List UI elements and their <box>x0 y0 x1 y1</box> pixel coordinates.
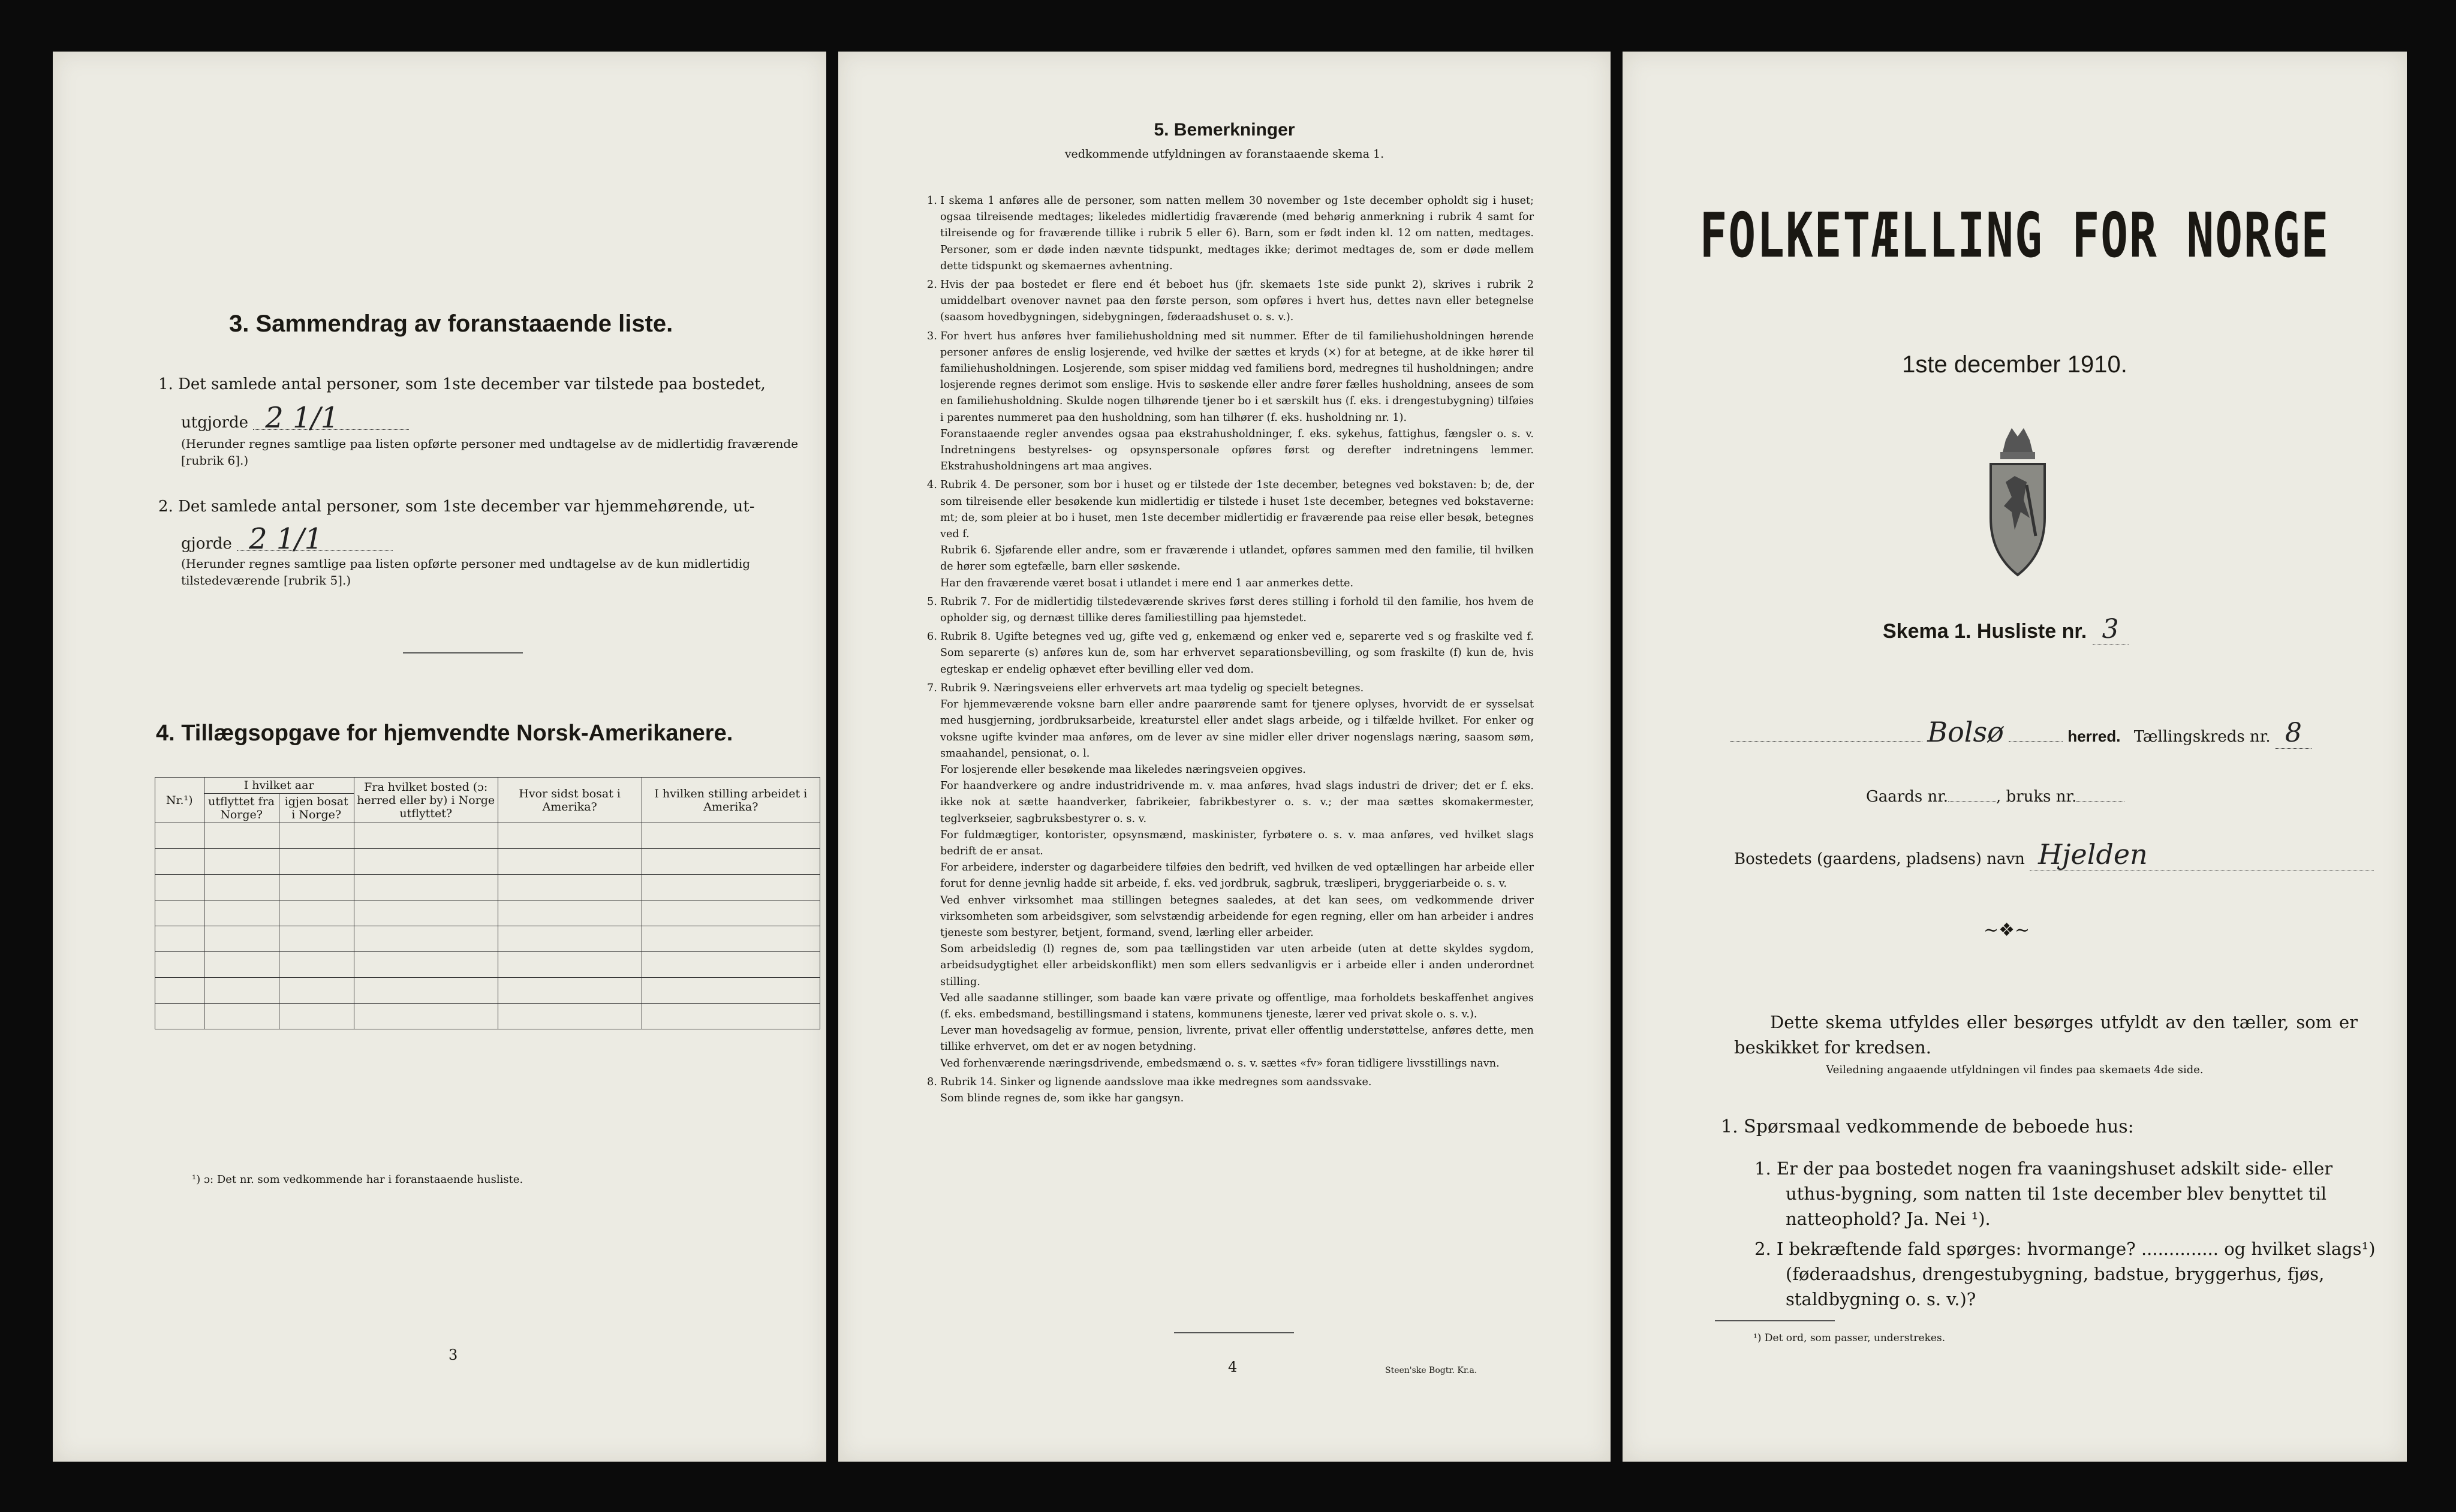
footnote: ¹) Det ord, som passer, understrekes. <box>1753 1332 1946 1344</box>
item2-label: gjorde 2 1/1 <box>181 528 393 555</box>
remarks-list <box>927 193 1534 1109</box>
page-right <box>1623 52 2407 1462</box>
remark-text: Rubrik 9. Næringsveiens eller erhvervets art maa tydelig og specielt betegnes. For hjemmeværende voksne barn eller andre paarørende samt for tjenere oplyses, hvorvidt de er sysselsat med husgjerning, jordbruksarbeide, kreaturstel eller andet slags arbeide, og i tilfælde hvilket. For enker og voksne ugifte kvinder maa anføres, om de lever av sine midler eller driver nogenslags næring, saasom søm, smaahandel, pensionat, o. l. For losjerende eller besøkende maa likeledes næringsveien opgives. For haandverkere og andre industridrivende m. v. maa anføres, hvad slags industri de driver; det er f. eks. ikke nok at sætte haandverker, fabrikeier, fabrikbestyrer o. s. v.; der maa sættes skomakermester, teglverkseier, sagbruksbestyrer o. s. v. For fuldmægtiger, kontorister, opsynsmænd, maskinister, fyrbøtere o. s. v. maa anføres, ved hvilket slags bedrift de er ansat. For arbeidere, inderster og dagarbeidere tilføies den bedrift, ved hvilken de ved optællingen har arbeide eller forut for denne jevnlig hadde sit arbeide, f. eks. ved jordbruk, sagbruk, træsliperi, bryggeriarbeide o. s. v. Ved enhver virksomhet maa stillingen betegnes saaledes, at det kan sees, om vedkommende driver virksomheten som arbeidsgiver, som selvstændig arbeidende for egen regning, eller om han arbeider i andres tjeneste som bestyrer, betjent, formand, svend, lærling eller arbeider. Som arbeidsledig (l) regnes de, som paa tællingstiden var uten arbeide (uten at dette skyldes sygdom, arbeidsudygtighet eller arbeidskonflikt) men som ellers sedvanligvis er i arbeide eller i anden underordnet stilling. Ved alle saadanne stillinger, som baade kan være private og offentlige, maa forholdets beskaffenhet angives (f. eks. embedsmand, bestillingsmand i statens, kommunens tjeneste, lærer ved privat skole o. s. v.). Lever man hovedsagelig av formue, pension, livrente, privat eller offentlig understøttelse, anføres dette, men tillike erhvervet, om det er av nogen betydning. Ved forhenværende næringsdrivende, embedsmænd o. s. v. sættes «fv» foran tidligere livsstillings navn. <box>940 682 1534 1070</box>
remark-text: For hvert hus anføres hver familiehusholdning med sit nummer. Efter de til familiehusholdningen hørende personer anføres de enslig losjerende, ved hvilke der sættes et kryds (×) for at betegne, at de ikke hører til familiehusholdningen. Losjerende, som spiser middag ved familiens bord, medregnes til husholdningen; andre losjerende regnes derimot som enslige. Hvis to søskende eller andre fører fælles husholdning, ansees de som en familiehusholdning. Skulde nogen tilhørende tjener bo i et særskilt hus (f. eks. i drengestubygning) tilføies i parentes nummeret paa den husholdning, som han tilhører (f. eks. husholdning nr. 1). Foranstaaende regler anvendes ogsaa paa ekstrahusholdninger, f. eks. sykehus, fattighus, fængsler o. s. v. Indretningens bestyrelses- og opsynspersonale opføres først og derefter indretningens lemmer. Ekstrahusholdningens art maa angives. <box>940 330 1534 473</box>
remark-item <box>927 477 1534 591</box>
divider <box>403 652 523 653</box>
gaards-line: Gaards nr. , bruks nr. <box>1866 788 2124 806</box>
item2-note: (Herunder regnes samtlige paa listen opførte personer med undtagelse av de kun midlertidig tilstedeværende [rubrik 5].) <box>181 556 751 588</box>
ornament-icon: ~❖~ <box>1984 920 2030 941</box>
remark-item <box>927 193 1534 275</box>
remark-number: 2. <box>927 279 937 291</box>
item1-note: (Herunder regnes samtlige paa listen opførte personer med undtagelse av de midlertidig fraværende [rubrik 6].) <box>181 436 799 468</box>
divider <box>1174 1332 1294 1333</box>
skema-line: Skema 1. Husliste nr. 3 <box>1883 614 2129 645</box>
bosted-value: Hjelden <box>2030 838 2374 871</box>
table-row <box>155 900 820 926</box>
remark-number: 5. <box>927 595 937 608</box>
item1-text: 1. Det samlede antal personer, som 1ste december var tilstede paa bostedet, <box>158 375 766 393</box>
coat-of-arms-icon <box>1979 428 2057 578</box>
table-row <box>155 1004 820 1029</box>
col-group-year: I hvilket aar <box>204 778 354 794</box>
remark-number: 3. <box>927 330 937 342</box>
husliste-value: 3 <box>2093 614 2129 645</box>
remark-number: 1. <box>927 195 937 207</box>
page-number: 3 <box>449 1347 458 1363</box>
item1-label: utgjorde 2 1/1 <box>181 406 409 434</box>
remark-item <box>927 1074 1534 1107</box>
remark-item <box>927 629 1534 678</box>
col-returned: igjen bosat i Norge? <box>279 794 354 823</box>
page-left <box>53 52 826 1462</box>
table-row <box>155 978 820 1004</box>
remark-number: 7. <box>927 682 937 694</box>
item2-text: 2. Det samlede antal personer, som 1ste december var hjemmehørende, ut- <box>158 498 755 516</box>
remark-item <box>927 680 1534 1072</box>
instruction-text: Dette skema utfyldes eller besørges utfyldt av den tæller, som er beskikket for kredsen. <box>1734 1012 2358 1058</box>
kreds-value: 8 <box>2276 718 2311 749</box>
remark-text: Rubrik 4. De personer, som bor i huset og er tilstede der 1ste december, betegnes ved bokstaven: b; de, der som tilreisende eller besøkende kun midlertidig er tilstede i huset 1ste december, betegnes ved bokstaverne: mt; de, som pleier at bo i huset, men 1ste december midlertidig er fraværende paa reise eller besøk, betegnes ved f. Rubrik 6. Sjøfarende eller andre, som er fraværende i utlandet, opføres sammen med den familie, til hvilken de hører som egtefælle, barn eller søskende. Har den fraværende været bosat i utlandet i mere end 1 aar anmerkes dette. <box>940 479 1534 589</box>
page-number: 4 <box>1228 1359 1238 1375</box>
herred-value: Bolsø <box>1927 716 2004 748</box>
remark-text: Rubrik 14. Sinker og lignende aandsslove maa ikke medregnes som aandssvake. Som blinde regnes de, som ikke har gangsyn. <box>940 1076 1372 1104</box>
section3-title: 3. Sammendrag av foranstaaende liste. <box>229 311 673 337</box>
col-nr: Nr.¹) <box>155 778 204 823</box>
remarks-title: 5. Bemerkninger <box>1154 120 1295 140</box>
census-date: 1ste december 1910. <box>1902 351 2127 378</box>
instruction-small: Veiledning angaaende utfyldningen vil findes paa skemaets 4de side. <box>1826 1064 2204 1076</box>
remark-text: Hvis der paa bostedet er flere end ét beboet hus (jfr. skemaets 1ste side punkt 2), skrives i rubrik 2 umiddelbart ovenover navnet paa den første person, som opføres i hvert hus, dettes navn eller betegnelse (saasom hovedbygningen, sidebygningen, føderaadshuset o. s. v.). <box>940 279 1534 324</box>
footnote: ¹) ɔ: Det nr. som vedkommende har i foranstaaende husliste. <box>192 1173 523 1186</box>
table-row <box>155 849 820 875</box>
table-row <box>155 926 820 952</box>
col-from: Fra hvilket bosted (ɔ: herred eller by) i Norge utflyttet? <box>354 778 498 823</box>
col-where: Hvor sidst bosat i Amerika? <box>498 778 642 823</box>
question-2: 2. I bekræftende fald spørges: hvormange? .............. og hvilket slags¹) (føderaadshus, drengestubygning, badstue, bryggerhus, fjøs, staldbygning o. s. v.)? <box>1754 1239 2376 1309</box>
census-title: FOLKETÆLLING FOR NORGE <box>1699 199 2330 272</box>
table-row <box>155 875 820 900</box>
norsk-amerikanere-table <box>155 777 820 1029</box>
col-left: utflyttet fra Norge? <box>204 794 279 823</box>
item2-value: 2 1/1 <box>237 528 393 551</box>
printer-mark: Steen'ske Bogtr. Kr.a. <box>1385 1366 1477 1375</box>
section4-title: 4. Tillægsopgave for hjemvendte Norsk-Amerikanere. <box>156 721 733 746</box>
table-row <box>155 823 820 849</box>
remark-text: Rubrik 7. For de midlertidig tilstedeværende skrives først deres stilling i forhold til den familie, hos hvem de opholder sig, og dernæst tillike deres familiestilling paa hjemstedet. <box>940 595 1534 625</box>
question-1: 1. Er der paa bostedet nogen fra vaaningshuset adskilt side- eller uthus-bygning, som natten til 1ste december blev benyttet til natteophold? Ja. Nei ¹). <box>1754 1158 2333 1229</box>
remark-item <box>927 594 1534 627</box>
remark-number: 6. <box>927 631 937 643</box>
remark-item <box>927 329 1534 475</box>
divider <box>1715 1320 1835 1321</box>
page-middle <box>838 52 1611 1462</box>
remarks-subtitle: vedkommende utfyldningen av foranstaaende skema 1. <box>1064 147 1384 161</box>
remark-item <box>927 277 1534 326</box>
col-job: I hvilken stilling arbeidet i Amerika? <box>642 778 820 823</box>
remark-number: 8. <box>927 1076 937 1088</box>
herred-line: Bolsø herred. Tællingskreds nr. 8 <box>1730 716 2311 749</box>
bosted-line: Bostedets (gaardens, pladsens) navn Hjelden <box>1734 838 2374 871</box>
item1-value: 2 1/1 <box>253 406 409 430</box>
remark-text: I skema 1 anføres alle de personer, som natten mellem 30 november og 1ste december opholdt sig i huset; ogsaa tilreisende medtages; likeledes midlertidig fraværende (med behørig anmerkning i rubrik 4 samt for tilreisende og for fraværende tillike i rubrik 5 eller 6). Barn, som er født inden kl. 12 om natten, medtages. Personer, som er døde inden nævnte tidspunkt, medtages ikke; derimot medtages de, som er døde mellem dette tidspunkt og skemaernes avhentning. <box>940 195 1534 272</box>
remark-number: 4. <box>927 479 937 492</box>
remark-text: Rubrik 8. Ugifte betegnes ved ug, gifte ved g, enkemænd og enker ved e, separerte ved s og fraskilte ved f. Som separerte (s) anføres kun de, som har erhvervet separationsbevilling, og som fraskilte (f) kun de, hvis egteskap er endelig ophævet efter bevilling eller ved dom. <box>940 631 1534 676</box>
table-row <box>155 952 820 978</box>
questions-heading: 1. Spørsmaal vedkommende de beboede hus: <box>1721 1116 2134 1137</box>
